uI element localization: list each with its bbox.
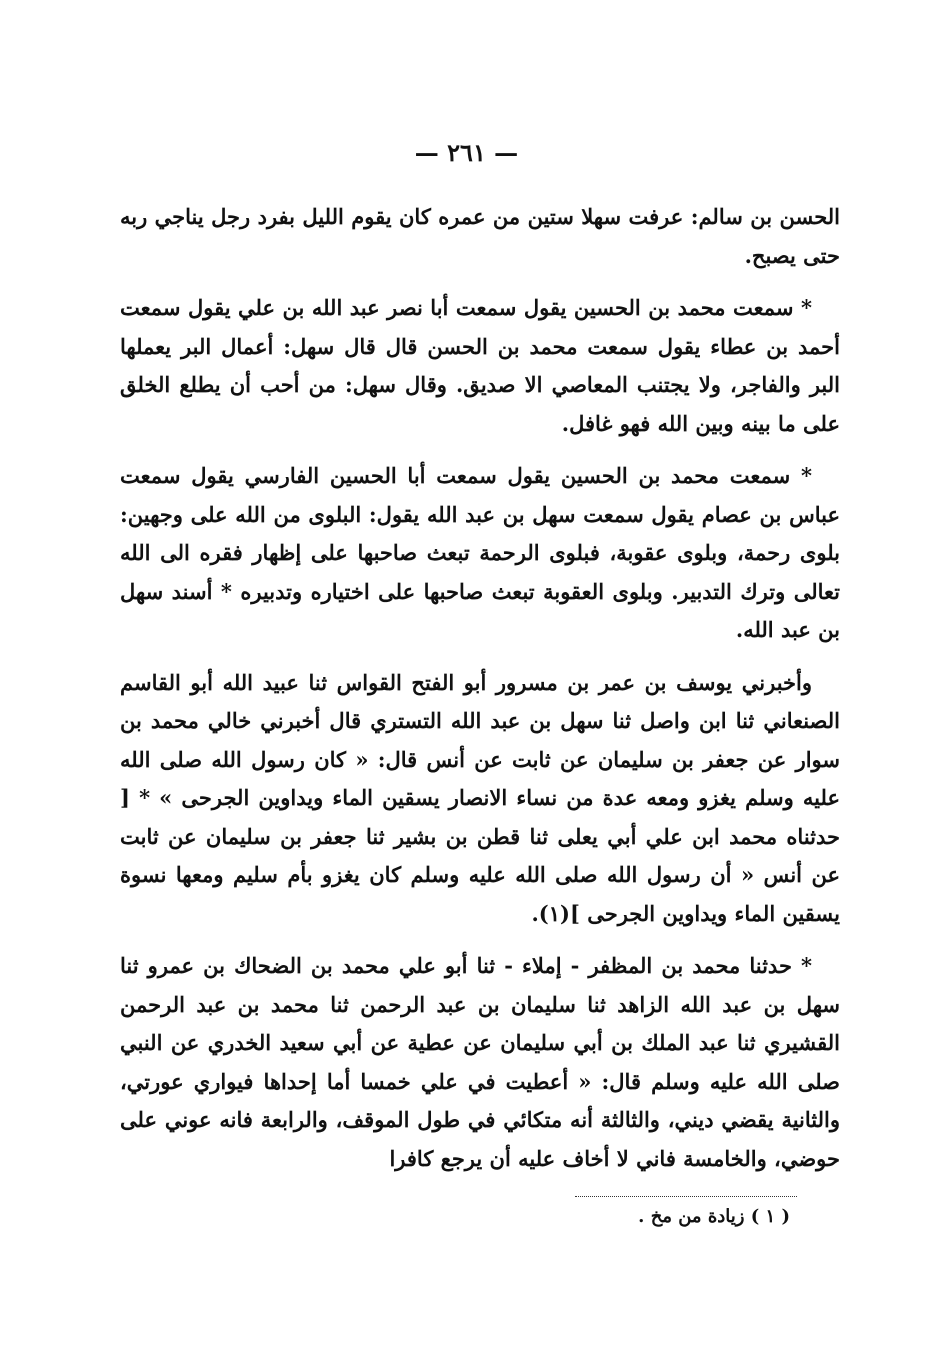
paragraph-5: * حدثنا محمد بن المظفر - إملاء - ثنا أبو علي محمد بن الضحاك بن عمرو ثنا سهل بن عبد الله الزاهد ثنا سليمان بن عبد الرحمن ثنا محمد بن عبد الرحمن القشيري ثنا عبد الملك بن أبي سليمان عن عطية عن أبي سعيد الخدري عن النبي صلى الله عليه وسلم قال: « أعطيت في علي خمسا أما إحداها فيواري عورتي، والثانية يقضي ديني، والثالثة أنه متكائي في طول الموقف، والرابعة فانه عوني على حوضي، والخامسة فاني لا أخاف عليه أن يرجع كافرا [120, 953, 840, 1171]
footnote-divider [575, 1196, 797, 1197]
paragraph-3: * سمعت محمد بن الحسين يقول سمعت أبا الحسين الفارسي يقول سمعت عباس بن عصام يقول سمعت سهل بن عبد الله يقول: البلوى من الله على وجهين: بلوى رحمة، وبلوى عقوبة، فبلوى الرحمة تبعث صاحبها على إظهار فقره الى الله تعالى وترك التدبير. وبلوى العقوبة تبعث صاحبها على اختياره وتدبيره * أسند سهل بن عبد الله. [120, 463, 840, 642]
page-number: — ٢٦١ — [414, 138, 519, 167]
body-text [120, 198, 840, 1192]
paragraph-1: الحسن بن سالم: عرفت سهلا ستين من عمره كان يقوم الليل بفرد رجل يناجي ربه حتى يصبح. [120, 204, 840, 268]
footnote: ( ١ ) زيادة من مخ . [638, 1206, 790, 1227]
paragraph-2: * سمعت محمد بن الحسين يقول سمعت أبا نصر عبد الله بن علي يقول سمعت أحمد بن عطاء يقول سمعت محمد بن الحسن قال قال سهل: أعمال البر يعملها البر والفاجر، ولا يجتنب المعاصي الا صديق. وقال سهل: من أحب أن يطلع الخلق على ما بينه وبين الله فهو غافل. [120, 295, 840, 436]
paragraph-4: وأخبرني يوسف بن عمر بن مسرور أبو الفتح القواس ثنا عبيد الله أبو القاسم الصنعاني ثنا ابن واصل ثنا سهل بن عبد الله التستري قال أخبرني خالي محمد بن سوار عن جعفر بن سليمان عن ثابت عن أنس قال: « كان رسول الله صلى الله عليه وسلم يغزو ومعه عدة من نساء الانصار يسقين الماء ويداوين الجرحى » * [ حدثناه محمد ابن علي أبي يعلى ثنا قطن بن بشير ثنا جعفر بن سليمان عن ثابت عن أنس « أن رسول الله صلى الله عليه وسلم كان يغزو بأم سليم ومعها نسوة يسقين الماء ويداوين الجرحى ](١). [120, 669, 840, 926]
